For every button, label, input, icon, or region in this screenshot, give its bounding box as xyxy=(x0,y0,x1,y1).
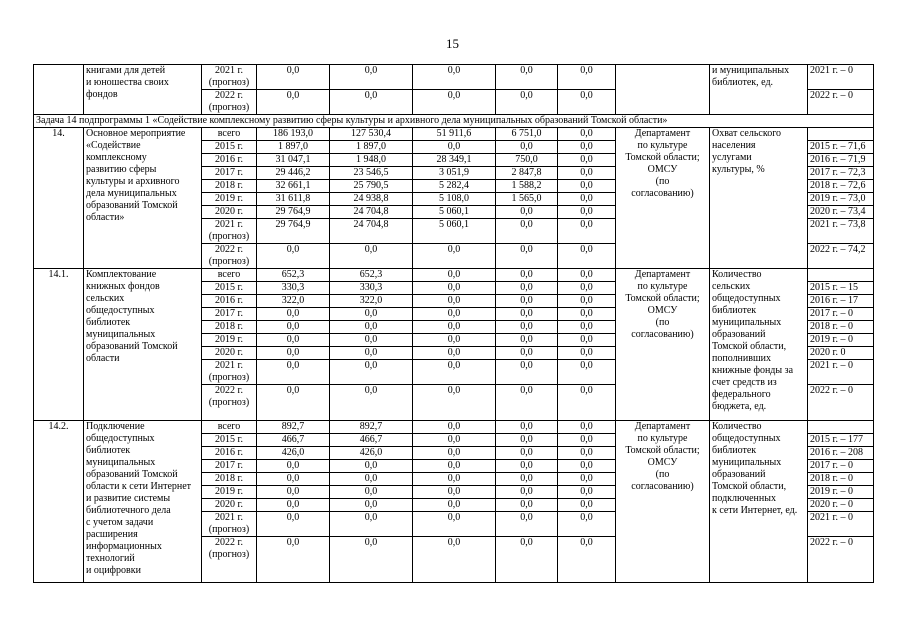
table-row xyxy=(34,269,874,282)
value-cell: 0,0 xyxy=(413,308,496,321)
year-cell: 2016 г. xyxy=(202,447,257,460)
value-cell: 2 847,8 xyxy=(496,167,558,180)
target-cell: 2021 г. – 0 xyxy=(808,512,874,537)
year-cell: 2018 г. xyxy=(202,473,257,486)
value-cell: 0,0 xyxy=(413,486,496,499)
value-cell: 6 751,0 xyxy=(496,128,558,141)
value-cell: 0,0 xyxy=(413,347,496,360)
value-cell: 0,0 xyxy=(330,347,413,360)
value-cell: 0,0 xyxy=(413,65,496,90)
year-cell: 2019 г. xyxy=(202,486,257,499)
value-cell: 0,0 xyxy=(413,269,496,282)
value-cell: 0,0 xyxy=(496,141,558,154)
year-cell: 2021 г. (прогноз) xyxy=(202,219,257,244)
value-cell: 0,0 xyxy=(496,206,558,219)
value-cell: 0,0 xyxy=(413,537,496,583)
value-cell: 0,0 xyxy=(558,308,616,321)
target-cell: 2018 г. – 0 xyxy=(808,473,874,486)
target-cell: 2016 г. – 17 xyxy=(808,295,874,308)
target-cell: 2017 г. – 72,3 xyxy=(808,167,874,180)
value-cell: 0,0 xyxy=(496,282,558,295)
value-cell: 3 051,9 xyxy=(413,167,496,180)
value-cell: 0,0 xyxy=(330,486,413,499)
value-cell: 0,0 xyxy=(257,537,330,583)
target-cell: 2020 г. 0 xyxy=(808,347,874,360)
page-number: 15 xyxy=(446,36,459,51)
value-cell: 24 704,8 xyxy=(330,219,413,244)
target-cell: 2015 г. – 177 xyxy=(808,434,874,447)
value-cell: 0,0 xyxy=(558,167,616,180)
value-cell: 1 897,0 xyxy=(330,141,413,154)
value-cell: 5 108,0 xyxy=(413,193,496,206)
value-cell: 0,0 xyxy=(330,360,413,385)
year-cell: 2021 г. (прогноз) xyxy=(202,360,257,385)
program-table xyxy=(33,64,874,583)
row-number: 14.2. xyxy=(34,421,84,583)
value-cell: 0,0 xyxy=(413,141,496,154)
target-cell: 2019 г. – 0 xyxy=(808,334,874,347)
target-cell: 2015 г. – 71,6 xyxy=(808,141,874,154)
target-cell: 2022 г. – 74,2 xyxy=(808,244,874,269)
value-cell: 0,0 xyxy=(330,473,413,486)
value-cell: 0,0 xyxy=(558,141,616,154)
target-cell: 2021 г. – 0 xyxy=(808,65,874,90)
table-row xyxy=(34,421,874,434)
year-cell: всего xyxy=(202,128,257,141)
row-number xyxy=(34,65,84,115)
value-cell: 0,0 xyxy=(496,473,558,486)
task-title: Задача 14 подпрограммы 1 «Содействие комплексному развитию сферы культуры и архивного дела муниципальных образований Томской области» xyxy=(34,115,874,128)
year-cell: 2021 г. (прогноз) xyxy=(202,65,257,90)
value-cell: 0,0 xyxy=(257,244,330,269)
value-cell: 0,0 xyxy=(330,460,413,473)
value-cell: 0,0 xyxy=(257,460,330,473)
value-cell: 0,0 xyxy=(558,347,616,360)
value-cell: 652,3 xyxy=(257,269,330,282)
value-cell: 5 060,1 xyxy=(413,206,496,219)
value-cell: 0,0 xyxy=(496,219,558,244)
value-cell: 0,0 xyxy=(330,244,413,269)
value-cell: 25 790,5 xyxy=(330,180,413,193)
year-cell: всего xyxy=(202,421,257,434)
value-cell: 0,0 xyxy=(558,282,616,295)
value-cell: 0,0 xyxy=(413,244,496,269)
value-cell: 51 911,6 xyxy=(413,128,496,141)
value-cell: 0,0 xyxy=(496,512,558,537)
value-cell: 0,0 xyxy=(496,434,558,447)
value-cell: 0,0 xyxy=(257,360,330,385)
value-cell: 0,0 xyxy=(558,473,616,486)
row-number: 14.1. xyxy=(34,269,84,421)
value-cell: 0,0 xyxy=(496,421,558,434)
value-cell: 0,0 xyxy=(558,193,616,206)
table-row xyxy=(34,65,874,90)
year-cell: 2019 г. xyxy=(202,193,257,206)
value-cell: 29 764,9 xyxy=(257,206,330,219)
year-cell: всего xyxy=(202,269,257,282)
target-cell xyxy=(808,128,874,141)
value-cell: 0,0 xyxy=(496,90,558,115)
value-cell: 0,0 xyxy=(558,499,616,512)
year-cell: 2020 г. xyxy=(202,206,257,219)
target-cell: 2020 г. – 0 xyxy=(808,499,874,512)
indicator-cell: Количество сельских общедоступных библиотек муниципальных образований Томской области, пополнивших книжные фонды за счет средств из федерального бюджета, ед. xyxy=(710,269,808,421)
value-cell: 330,3 xyxy=(257,282,330,295)
executor-cell: Департамент по культуре Томской области; ОМСУ (по согласованию) xyxy=(616,269,710,421)
value-cell: 466,7 xyxy=(330,434,413,447)
value-cell: 127 530,4 xyxy=(330,128,413,141)
value-cell: 1 897,0 xyxy=(257,141,330,154)
value-cell: 0,0 xyxy=(413,360,496,385)
value-cell: 0,0 xyxy=(257,321,330,334)
value-cell: 0,0 xyxy=(330,308,413,321)
value-cell: 0,0 xyxy=(496,347,558,360)
value-cell: 652,3 xyxy=(330,269,413,282)
measure-name: Основное мероприятие «Содействие комплексному развитию сферы культуры и архивного дела муниципальных образований Томской области» xyxy=(84,128,202,269)
value-cell: 0,0 xyxy=(330,499,413,512)
cont-name: книгами для детей и юношества своих фондов xyxy=(84,65,202,115)
value-cell: 23 546,5 xyxy=(330,167,413,180)
value-cell: 0,0 xyxy=(558,244,616,269)
value-cell: 892,7 xyxy=(330,421,413,434)
measure-name: Комплектование книжных фондов сельских общедоступных библиотек муниципальных образований Томской области xyxy=(84,269,202,421)
target-cell: 2017 г. – 0 xyxy=(808,460,874,473)
value-cell: 0,0 xyxy=(558,128,616,141)
target-cell: 2016 г. – 71,9 xyxy=(808,154,874,167)
value-cell: 0,0 xyxy=(558,295,616,308)
value-cell: 1 565,0 xyxy=(496,193,558,206)
target-cell: 2022 г. – 0 xyxy=(808,90,874,115)
year-cell: 2017 г. xyxy=(202,460,257,473)
value-cell: 0,0 xyxy=(496,460,558,473)
target-cell: 2020 г. – 73,4 xyxy=(808,206,874,219)
value-cell: 0,0 xyxy=(413,447,496,460)
value-cell: 0,0 xyxy=(413,460,496,473)
value-cell: 0,0 xyxy=(558,321,616,334)
year-cell: 2022 г. (прогноз) xyxy=(202,90,257,115)
value-cell: 0,0 xyxy=(257,486,330,499)
value-cell: 0,0 xyxy=(496,244,558,269)
value-cell: 0,0 xyxy=(558,434,616,447)
value-cell: 0,0 xyxy=(257,512,330,537)
value-cell: 28 349,1 xyxy=(413,154,496,167)
value-cell: 32 661,1 xyxy=(257,180,330,193)
indicator-cell: Количество общедоступных библиотек муниципальных образований Томской области, подключенных к сети Интернет, ед. xyxy=(710,421,808,583)
target-cell: 2021 г. – 73,8 xyxy=(808,219,874,244)
value-cell: 0,0 xyxy=(558,90,616,115)
task-title-row xyxy=(34,115,874,128)
value-cell: 5 282,4 xyxy=(413,180,496,193)
value-cell: 0,0 xyxy=(558,219,616,244)
year-cell: 2015 г. xyxy=(202,141,257,154)
value-cell: 322,0 xyxy=(330,295,413,308)
year-cell: 2022 г. (прогноз) xyxy=(202,244,257,269)
value-cell: 0,0 xyxy=(257,90,330,115)
value-cell: 0,0 xyxy=(413,499,496,512)
value-cell: 426,0 xyxy=(257,447,330,460)
target-cell: 2017 г. – 0 xyxy=(808,308,874,321)
value-cell: 0,0 xyxy=(413,385,496,421)
value-cell: 322,0 xyxy=(257,295,330,308)
value-cell: 0,0 xyxy=(257,65,330,90)
value-cell: 0,0 xyxy=(413,282,496,295)
value-cell: 0,0 xyxy=(496,360,558,385)
value-cell: 1 948,0 xyxy=(330,154,413,167)
value-cell: 29 764,9 xyxy=(257,219,330,244)
target-cell: 2018 г. – 0 xyxy=(808,321,874,334)
year-cell: 2016 г. xyxy=(202,295,257,308)
executor-cell xyxy=(616,65,710,115)
target-cell: 2019 г. – 0 xyxy=(808,486,874,499)
value-cell: 0,0 xyxy=(496,385,558,421)
year-cell: 2016 г. xyxy=(202,154,257,167)
year-cell: 2017 г. xyxy=(202,308,257,321)
year-cell: 2017 г. xyxy=(202,167,257,180)
target-cell: 2022 г. – 0 xyxy=(808,385,874,421)
value-cell: 0,0 xyxy=(330,385,413,421)
value-cell: 0,0 xyxy=(496,334,558,347)
value-cell: 0,0 xyxy=(558,512,616,537)
value-cell: 0,0 xyxy=(496,295,558,308)
year-cell: 2020 г. xyxy=(202,347,257,360)
value-cell: 0,0 xyxy=(257,347,330,360)
value-cell: 0,0 xyxy=(558,65,616,90)
value-cell: 0,0 xyxy=(496,269,558,282)
executor-cell: Департамент по культуре Томской области; ОМСУ (по согласованию) xyxy=(616,128,710,269)
target-cell xyxy=(808,269,874,282)
value-cell: 0,0 xyxy=(558,180,616,193)
value-cell: 0,0 xyxy=(330,537,413,583)
value-cell: 0,0 xyxy=(413,334,496,347)
value-cell: 31 611,8 xyxy=(257,193,330,206)
value-cell: 330,3 xyxy=(330,282,413,295)
executor-cell: Департамент по культуре Томской области; ОМСУ (по согласованию) xyxy=(616,421,710,583)
value-cell: 0,0 xyxy=(257,385,330,421)
table-row xyxy=(34,128,874,141)
target-cell: 2016 г. – 208 xyxy=(808,447,874,460)
value-cell: 0,0 xyxy=(413,421,496,434)
year-cell: 2015 г. xyxy=(202,282,257,295)
value-cell: 0,0 xyxy=(558,206,616,219)
target-cell: 2018 г. – 72,6 xyxy=(808,180,874,193)
value-cell: 750,0 xyxy=(496,154,558,167)
value-cell: 0,0 xyxy=(413,434,496,447)
year-cell: 2019 г. xyxy=(202,334,257,347)
value-cell: 0,0 xyxy=(558,269,616,282)
value-cell: 0,0 xyxy=(558,385,616,421)
value-cell: 0,0 xyxy=(413,473,496,486)
year-cell: 2021 г. (прогноз) xyxy=(202,512,257,537)
value-cell: 0,0 xyxy=(330,90,413,115)
year-cell: 2022 г. (прогноз) xyxy=(202,537,257,583)
year-cell: 2015 г. xyxy=(202,434,257,447)
value-cell: 29 446,2 xyxy=(257,167,330,180)
target-cell: 2019 г. – 73,0 xyxy=(808,193,874,206)
value-cell: 0,0 xyxy=(330,334,413,347)
value-cell: 0,0 xyxy=(257,334,330,347)
value-cell: 0,0 xyxy=(558,334,616,347)
value-cell: 0,0 xyxy=(496,499,558,512)
row-number: 14. xyxy=(34,128,84,269)
year-cell: 2022 г. (прогноз) xyxy=(202,385,257,421)
value-cell: 0,0 xyxy=(558,460,616,473)
value-cell: 24 704,8 xyxy=(330,206,413,219)
value-cell: 0,0 xyxy=(496,321,558,334)
value-cell: 5 060,1 xyxy=(413,219,496,244)
value-cell: 0,0 xyxy=(558,154,616,167)
value-cell: 0,0 xyxy=(558,360,616,385)
value-cell: 0,0 xyxy=(558,421,616,434)
value-cell: 0,0 xyxy=(496,486,558,499)
value-cell: 31 047,1 xyxy=(257,154,330,167)
value-cell: 0,0 xyxy=(330,321,413,334)
target-cell: 2022 г. – 0 xyxy=(808,537,874,583)
value-cell: 0,0 xyxy=(413,90,496,115)
value-cell: 0,0 xyxy=(558,537,616,583)
year-cell: 2018 г. xyxy=(202,180,257,193)
value-cell: 0,0 xyxy=(496,447,558,460)
indicator-cell: и муниципальных библиотек, ед. xyxy=(710,65,808,115)
value-cell: 0,0 xyxy=(558,447,616,460)
value-cell: 186 193,0 xyxy=(257,128,330,141)
target-cell: 2015 г. – 15 xyxy=(808,282,874,295)
value-cell: 0,0 xyxy=(257,499,330,512)
target-cell xyxy=(808,421,874,434)
indicator-cell: Охват сельского населения услугами культуры, % xyxy=(710,128,808,269)
value-cell: 0,0 xyxy=(496,537,558,583)
target-cell: 2021 г. – 0 xyxy=(808,360,874,385)
value-cell: 0,0 xyxy=(496,65,558,90)
year-cell: 2020 г. xyxy=(202,499,257,512)
measure-name: Подключение общедоступных библиотек муниципальных образований Томской области к сети Интернет и развитие системы библиотечного дела с учетом задачи расширения информационных технологий и оцифровки xyxy=(84,421,202,583)
year-cell: 2018 г. xyxy=(202,321,257,334)
value-cell: 24 938,8 xyxy=(330,193,413,206)
value-cell: 1 588,2 xyxy=(496,180,558,193)
value-cell: 0,0 xyxy=(413,512,496,537)
value-cell: 0,0 xyxy=(257,473,330,486)
value-cell: 0,0 xyxy=(496,308,558,321)
value-cell: 426,0 xyxy=(330,447,413,460)
value-cell: 0,0 xyxy=(413,321,496,334)
value-cell: 0,0 xyxy=(330,65,413,90)
value-cell: 466,7 xyxy=(257,434,330,447)
value-cell: 0,0 xyxy=(558,486,616,499)
value-cell: 0,0 xyxy=(330,512,413,537)
value-cell: 892,7 xyxy=(257,421,330,434)
value-cell: 0,0 xyxy=(257,308,330,321)
value-cell: 0,0 xyxy=(413,295,496,308)
